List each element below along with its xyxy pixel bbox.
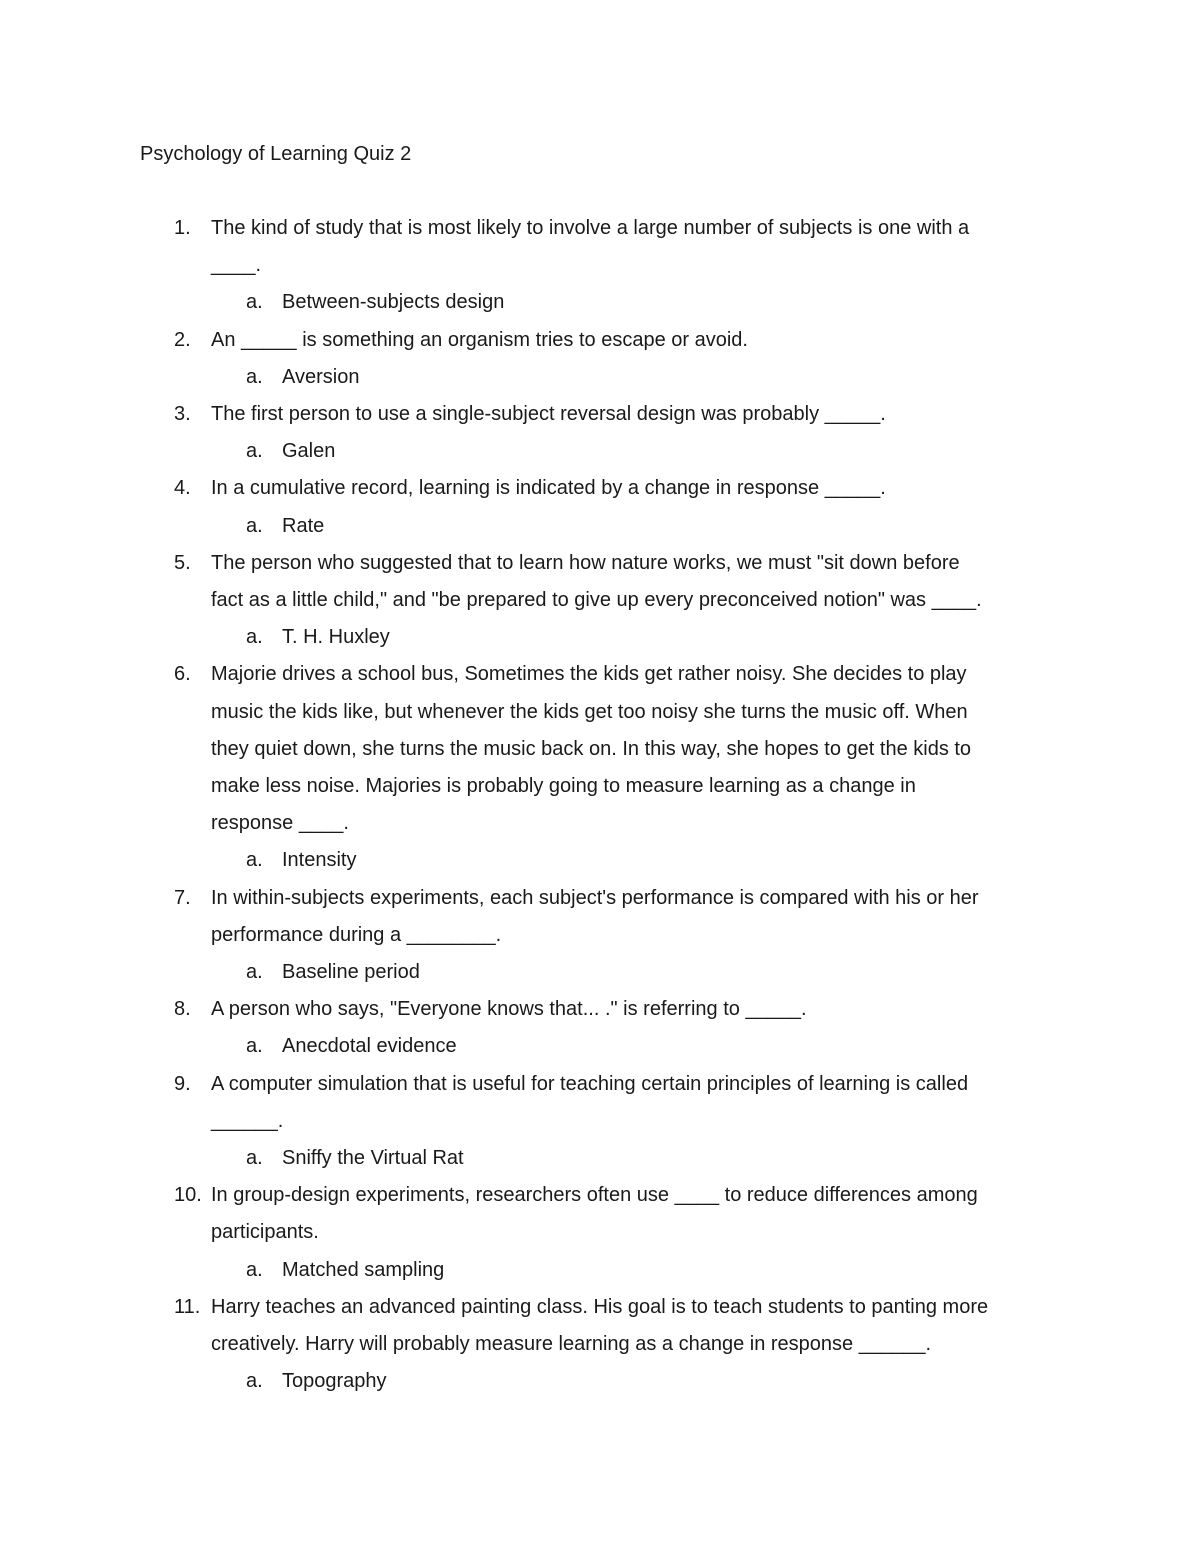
question xyxy=(0,880,1200,954)
question xyxy=(0,656,1200,842)
answer-letter: a. xyxy=(246,1147,263,1170)
question-item xyxy=(0,1177,1200,1289)
answer xyxy=(0,359,1200,396)
question xyxy=(0,210,1200,284)
answer-text: Intensity xyxy=(282,849,357,872)
answer-letter: a. xyxy=(246,849,263,872)
question-text: In a cumulative record, learning is indicated by a change in response _____. xyxy=(211,477,886,500)
question-item xyxy=(0,322,1200,396)
question-text: A computer simulation that is useful for teaching certain principles of learning is called ______. xyxy=(211,1072,969,1132)
answer-letter: a. xyxy=(246,1035,263,1058)
question-number: 4. xyxy=(174,477,191,500)
answer-text: Topography xyxy=(282,1370,387,1393)
answer-letter: a. xyxy=(246,1258,263,1281)
answer-letter: a. xyxy=(246,961,263,984)
question-text: In within-subjects experiments, each subject's performance is compared with his or her performance during a ________. xyxy=(211,886,979,946)
question-item xyxy=(0,210,1200,322)
question-number: 11. xyxy=(174,1295,201,1318)
question-item xyxy=(0,545,1200,657)
question-item xyxy=(0,1289,1200,1401)
answer-letter: a. xyxy=(246,365,263,388)
question-item xyxy=(0,1066,1200,1178)
answer-text: Rate xyxy=(282,514,325,537)
question xyxy=(0,1066,1200,1140)
question-item xyxy=(0,396,1200,470)
answer-text: Matched sampling xyxy=(282,1258,445,1281)
answer-text: Galen xyxy=(282,440,336,463)
question-list xyxy=(0,210,1200,1401)
question-item xyxy=(0,991,1200,1065)
answer-text: Sniffy the Virtual Rat xyxy=(282,1147,464,1170)
answer xyxy=(0,619,1200,656)
answer-letter: a. xyxy=(246,1370,263,1393)
question-text: A person who says, "Everyone knows that... ." is referring to _____. xyxy=(211,998,807,1021)
question-number: 7. xyxy=(174,886,191,909)
answer xyxy=(0,508,1200,545)
answer-letter: a. xyxy=(246,291,263,314)
question xyxy=(0,396,1200,433)
answer-text: T. H. Huxley xyxy=(282,626,390,649)
question xyxy=(0,470,1200,507)
answer-text: Between-subjects design xyxy=(282,291,505,314)
answer xyxy=(0,284,1200,321)
answer-letter: a. xyxy=(246,514,263,537)
answer xyxy=(0,1252,1200,1289)
question xyxy=(0,545,1200,619)
question-text: Majorie drives a school bus, Sometimes the kids get rather noisy. She decides to play music the kids like, but whenever the kids get too noisy she turns the music off. When they quiet down, she turns the music back on. In this way, she hopes to get the kids to make less noise. Majories is probably going to measure learning as a change in response ____. xyxy=(211,663,972,835)
question xyxy=(0,1177,1200,1251)
question-text: In group-design experiments, researchers often use ____ to reduce differences among participants. xyxy=(211,1184,978,1244)
answer xyxy=(0,842,1200,879)
answer xyxy=(0,433,1200,470)
question xyxy=(0,1289,1200,1363)
question-number: 6. xyxy=(174,663,191,686)
question-number: 8. xyxy=(174,998,191,1021)
page-title: Psychology of Learning Quiz 2 xyxy=(140,143,412,165)
answer xyxy=(0,1363,1200,1400)
question-item xyxy=(0,656,1200,879)
question-text: Harry teaches an advanced painting class. His goal is to teach students to panting more creatively. Harry will probably measure learning as a change in response ______. xyxy=(211,1295,989,1356)
question-item xyxy=(0,880,1200,992)
question-item xyxy=(0,470,1200,544)
question-text: The first person to use a single-subject reversal design was probably _____. xyxy=(211,403,886,426)
question xyxy=(0,322,1200,359)
question-text: The person who suggested that to learn how nature works, we must "sit down before fact as a little child," and "be prepared to give up every preconceived notion" was ____. xyxy=(211,551,982,612)
answer xyxy=(0,1028,1200,1065)
answer xyxy=(0,1140,1200,1177)
question-number: 10. xyxy=(174,1184,202,1207)
question-number: 2. xyxy=(174,328,191,351)
question-text: An _____ is something an organism tries to escape or avoid. xyxy=(211,328,748,351)
question-number: 9. xyxy=(174,1072,191,1095)
answer-text: Aversion xyxy=(282,365,360,388)
question xyxy=(0,991,1200,1028)
question-number: 1. xyxy=(174,217,191,239)
question-number: 5. xyxy=(174,551,191,574)
answer-text: Baseline period xyxy=(282,961,420,984)
question-text: The kind of study that is most likely to involve a large number of subjects is one with a ____. xyxy=(211,217,970,277)
answer xyxy=(0,954,1200,991)
answer-text: Anecdotal evidence xyxy=(282,1035,457,1058)
answer-letter: a. xyxy=(246,626,263,649)
answer-letter: a. xyxy=(246,440,263,463)
question-number: 3. xyxy=(174,403,191,426)
